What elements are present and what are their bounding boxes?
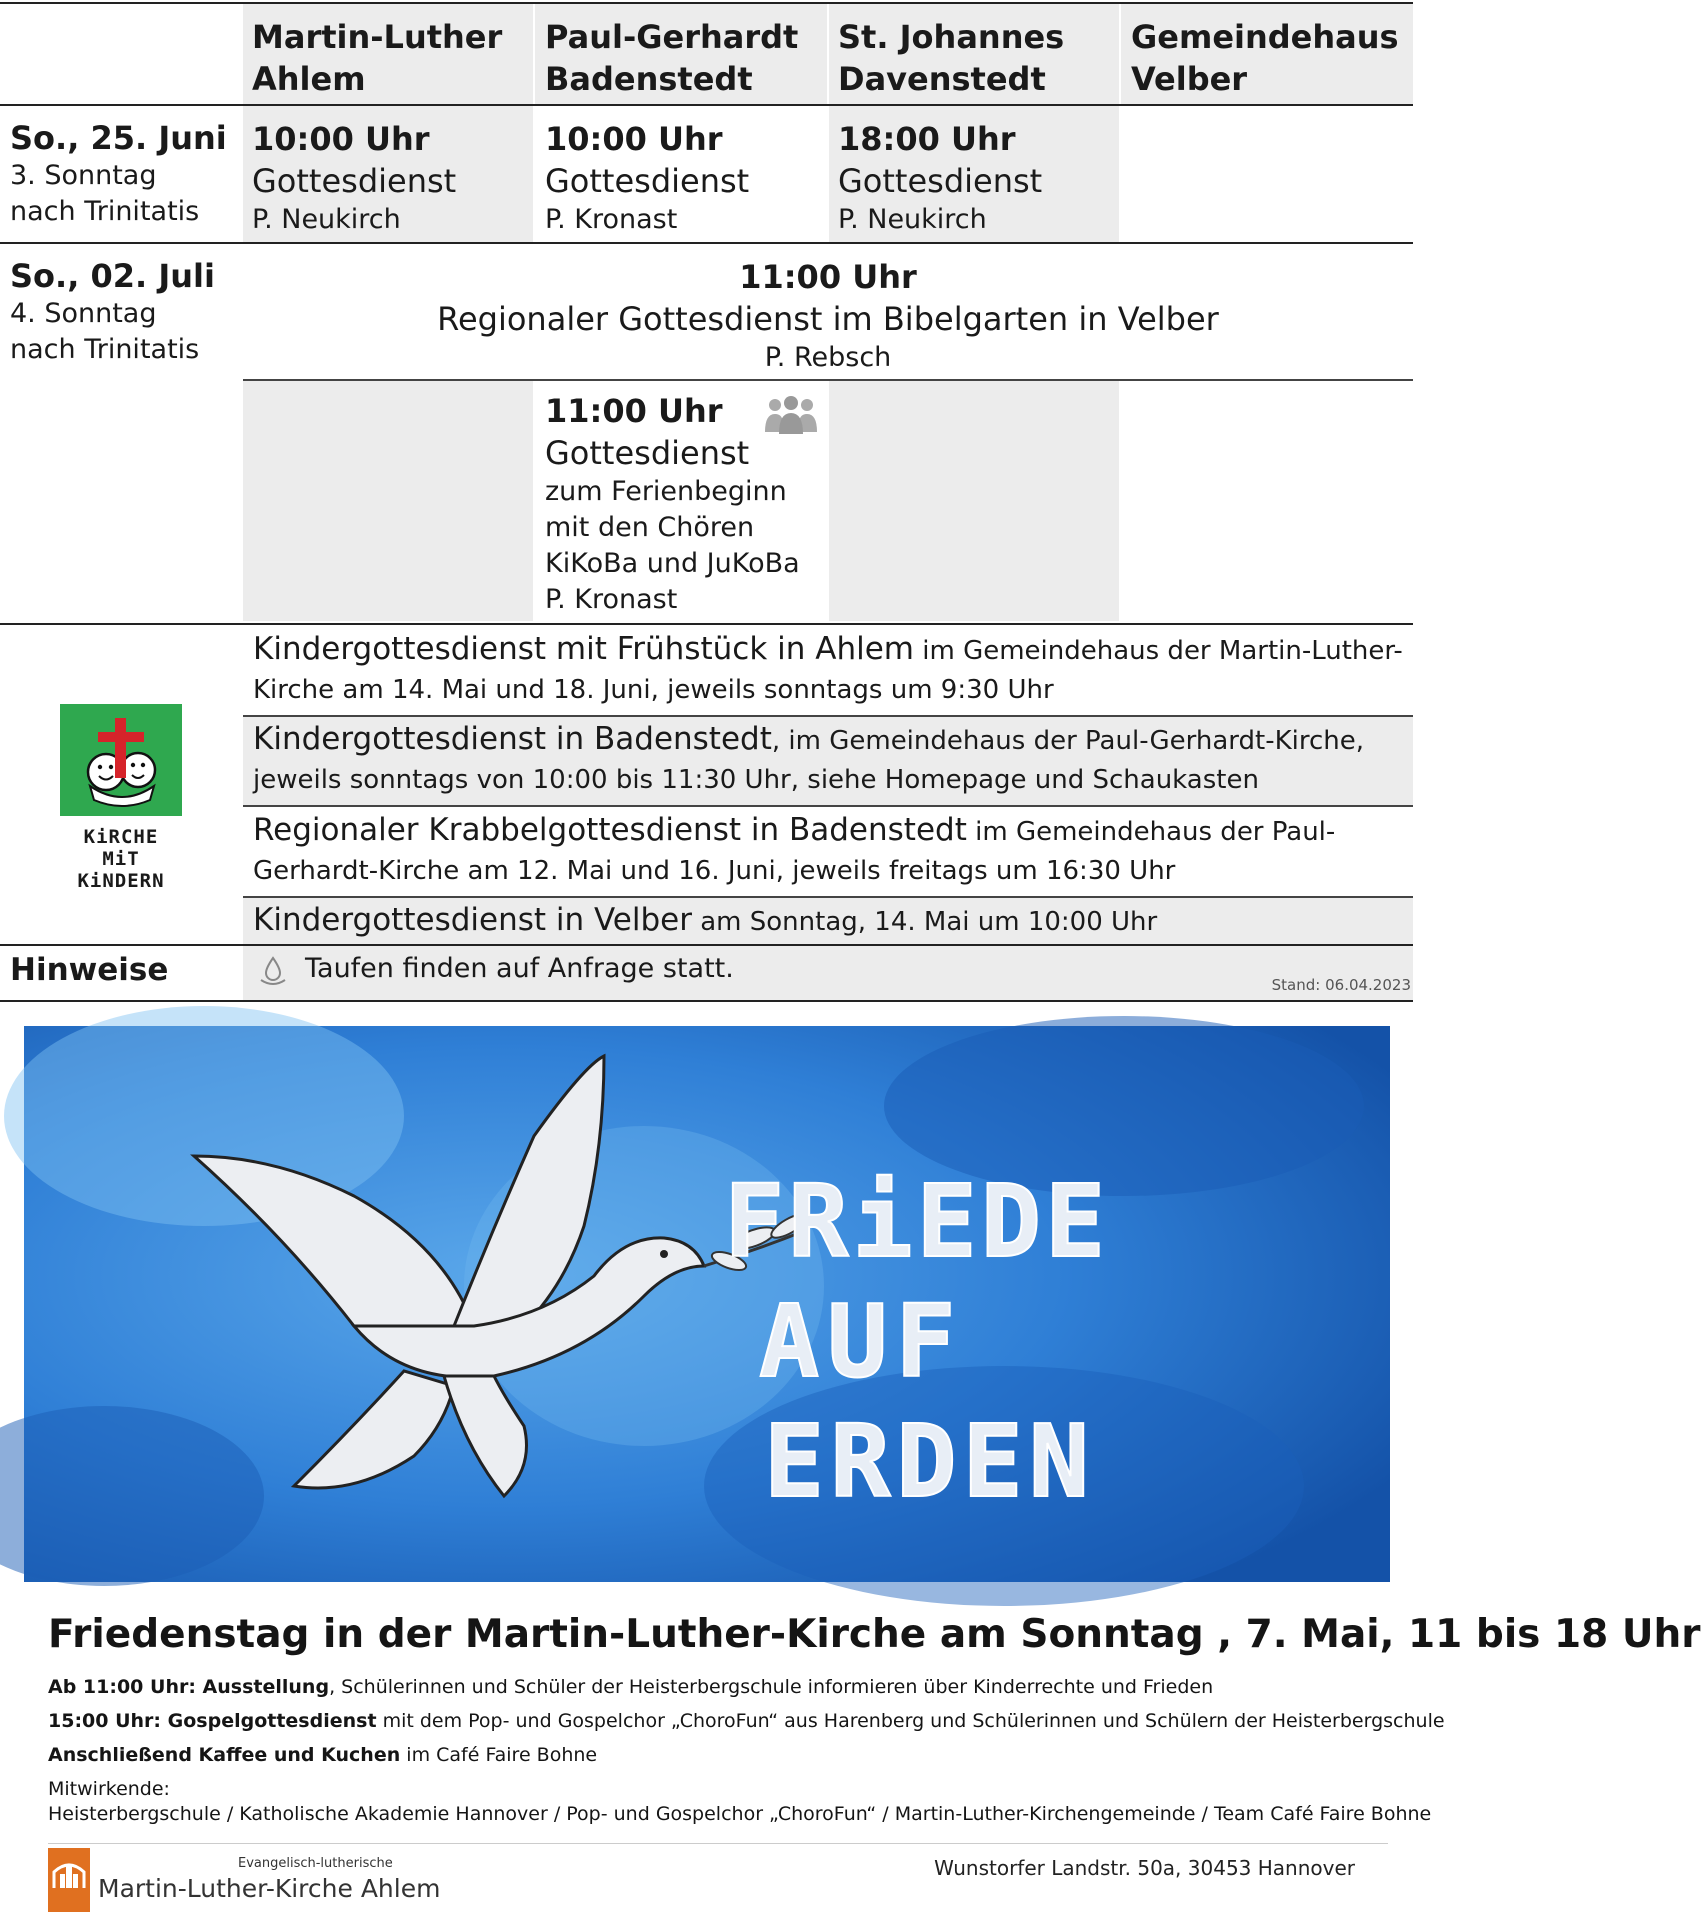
regional-bottom-line: [243, 379, 1413, 381]
row2-date: So., 02. Juli 4. Sonntag nach Trinitatis: [10, 257, 215, 365]
header-martin-luther: Martin-Luther Ahlem: [252, 18, 503, 98]
footer-org-small: Evangelisch-lutherische: [238, 1856, 393, 1871]
regional-service: 11:00 Uhr Regionaler Gottesdienst im Bibelgarten in Velber P. Rebsch: [437, 258, 1219, 373]
table-bottom-line: [0, 1000, 1413, 1002]
table-top-line: [0, 2, 1413, 4]
kg-sep-2: [243, 805, 1413, 807]
header-paul-gerhardt: Paul-Gerhardt Badenstedt: [545, 18, 799, 98]
row2-davenstedt-shade: [829, 381, 1119, 621]
header-st-johannes: St. Johannes Davenstedt: [838, 18, 1065, 98]
kg-item-ahlem: Kindergottesdienst mit Frühstück in Ahlem im Gemeindehaus der Martin-Luther- Kirche am 14. Mai und 18. Juni, jeweils sonntags um 9:30 Uhr: [253, 631, 1403, 705]
kg-item-krabbel: Regionaler Krabbelgottesdienst in Badenstedt im Gemeindehaus der Paul- Gerhardt-Kirche am 12. Mai und 16. Juni, jeweils freitags um 16:30 Uhr: [253, 812, 1336, 886]
kg-sep-1: [243, 715, 1413, 717]
mitwirkende-list: Heisterbergschule / Katholische Akademie Hannover / Pop- und Gospelchor „ChoroFun“ / Martin-Luther-Kirchengemeinde / Team Café Faire Bohne: [48, 1803, 1432, 1825]
mitwirkende-label: Mitwirkende:: [48, 1778, 170, 1800]
row1-cell-davenstedt: 18:00 Uhr Gottesdienst P. Neukirch: [838, 120, 1043, 235]
friede-poster: [24, 1026, 1390, 1582]
poster-line-2: AUF: [759, 1283, 964, 1400]
flyer-title: Friedenstag in der Martin-Luther-Kirche am Sonntag , 7. Mai, 11 bis 18 Uhr: [48, 1612, 1701, 1657]
water-drop-icon: [258, 954, 288, 992]
row1-cell-ahlem: 10:00 Uhr Gottesdienst P. Neukirch: [252, 120, 457, 235]
kg-item-badenstedt: Kindergottesdienst in Badenstedt, im Gemeindehaus der Paul-Gerhardt-Kirche, jeweils sonntags von 10:00 bis 11:30 Uhr, siehe Homepage und Schaukasten: [253, 721, 1365, 795]
footer-divider: [48, 1843, 1388, 1844]
row1-bottom-line: [0, 242, 1413, 244]
row1-cell-badenstedt: 10:00 Uhr Gottesdienst P. Kronast: [545, 120, 750, 235]
hinweise-label: Hinweise: [10, 952, 169, 988]
row1-date: So., 25. Juni 3. Sonntag nach Trinitatis: [10, 119, 227, 227]
row2-cell-badenstedt: 11:00 Uhr Gottesdienst zum Ferienbeginn mit den Chören KiKoBa und JuKoBa P. Kronast: [545, 392, 800, 615]
hinweise-text: Taufen finden auf Anfrage statt.: [305, 953, 734, 984]
poster-line-3: ERDEN: [764, 1403, 1096, 1520]
footer-address: Wunstorfer Landstr. 50a, 30453 Hannover: [934, 1856, 1355, 1880]
kg-item-velber: Kindergottesdienst in Velber am Sonntag, 14. Mai um 10:00 Uhr: [253, 902, 1158, 938]
row2-ahlem-shade: [243, 381, 533, 621]
header-gemeindehaus: Gemeindehaus Velber: [1131, 18, 1399, 98]
kg-sep-3: [243, 896, 1413, 898]
flyer-line-1: Ab 11:00 Uhr: Ausstellung, Schülerinnen und Schüler der Heisterbergschule informieren über Kinderrechte und Frieden: [48, 1676, 1214, 1698]
flyer-line-2: 15:00 Uhr: Gospelgottesdienst mit dem Pop- und Gospelchor „ChoroFun“ aus Harenberg und Schülerinnen und Schülern der Heisterbergschule: [48, 1710, 1445, 1732]
stand-date: Stand: 06.04.2023: [1271, 976, 1411, 994]
kg-bottom-line: [0, 944, 1413, 946]
kirche-mit-kindern-logo: [60, 704, 182, 892]
kirche-mit-kindern-text: KiRCHE MiT KiNDERN: [77, 826, 165, 892]
choir-group-icon: [764, 394, 818, 440]
header-bottom-line: [0, 104, 1413, 106]
flyer-line-3: Anschließend Kaffee und Kuchen im Café Faire Bohne: [48, 1744, 598, 1766]
row2-bottom-line: [0, 623, 1413, 625]
poster-line-1: FRiEDE: [724, 1163, 1110, 1280]
church-logo-icon: [48, 1848, 90, 1916]
footer-org-name: Martin-Luther-Kirche Ahlem: [98, 1874, 441, 1903]
